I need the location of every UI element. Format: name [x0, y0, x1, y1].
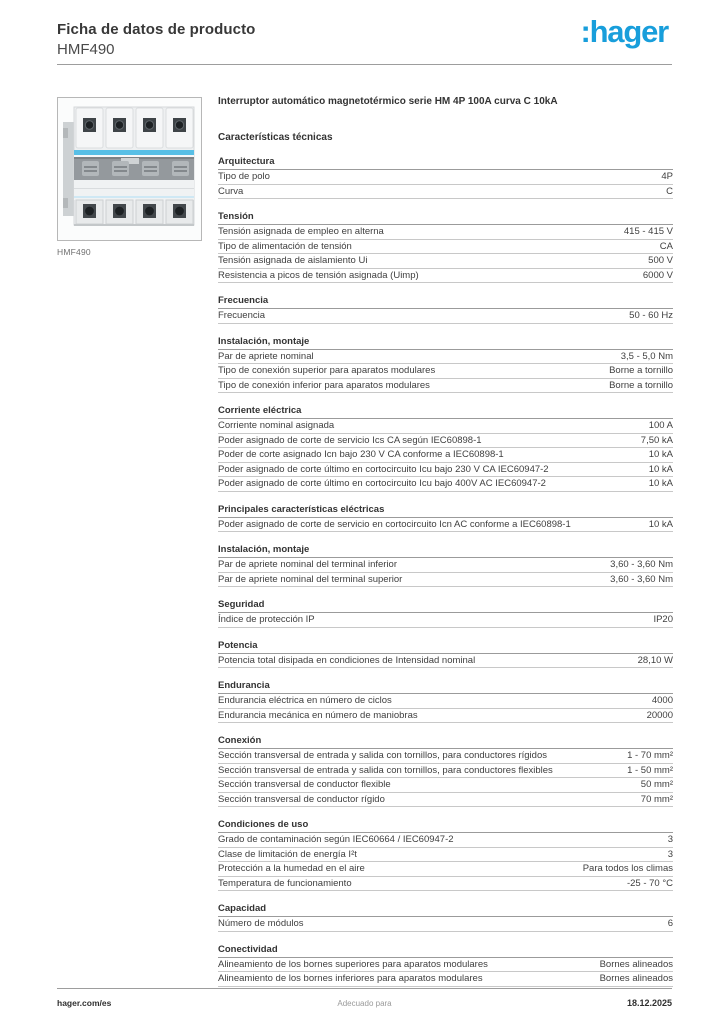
spec-value: 7,50 kA — [640, 434, 673, 446]
spec-row — [218, 463, 673, 478]
spec-label: Corriente nominal asignada — [218, 420, 335, 431]
tech-sections — [218, 157, 673, 987]
spec-row — [218, 654, 673, 669]
spec-label: Número de módulos — [218, 918, 304, 929]
spec-label: Endurancia eléctrica en número de ciclos — [218, 695, 392, 706]
spec-section-title: Instalación, montaje — [218, 337, 673, 350]
spec-label: Sección transversal de conductor flexible — [218, 779, 391, 790]
spec-value: 3,60 - 3,60 Nm — [610, 573, 673, 585]
spec-section-title: Frecuencia — [218, 296, 673, 309]
product-image-frame — [57, 97, 202, 241]
spec-label: Frecuencia — [218, 310, 265, 321]
header-divider — [57, 64, 672, 65]
spec-section — [218, 945, 673, 987]
spec-row — [218, 694, 673, 709]
spec-row — [218, 364, 673, 379]
spec-label: Curva — [218, 185, 244, 197]
spec-row — [218, 778, 673, 793]
spec-row — [218, 379, 673, 394]
spec-label: Alineamiento de los bornes superiores para aparatos modulares — [218, 958, 488, 970]
spec-section — [218, 296, 673, 324]
characteristics-heading: Características técnicas — [218, 132, 333, 143]
footer-suitable-label: Adecuado para — [337, 999, 392, 1008]
footer-date: 18.12.2025 — [626, 998, 672, 1008]
spec-row — [218, 709, 673, 724]
spec-row — [218, 877, 673, 892]
spec-label: Alineamiento de los bornes inferiores para aparatos modulares — [218, 973, 483, 984]
spec-section-title: Seguridad — [218, 600, 673, 613]
spec-label: Poder asignado de corte de servicio en cortocircuito Icn AC conforme a IEC60898-1 — [218, 518, 571, 530]
spec-value: CA — [659, 240, 673, 252]
spec-label: Poder asignado de corte último en cortocircuito Icu bajo 400V AC IEC60947-2 — [218, 478, 546, 489]
spec-label: Potencia total disipada en condiciones de Intensidad nominal — [218, 654, 476, 666]
spec-label: Par de apriete nominal del terminal inferior — [218, 559, 398, 570]
spec-row — [218, 350, 673, 365]
spec-value: 3 — [667, 834, 673, 845]
spec-label: Índice de protección IP — [218, 614, 315, 625]
spec-value: Borne a tornillo — [609, 365, 673, 376]
spec-section — [218, 212, 673, 283]
spec-section — [218, 337, 673, 394]
spec-value: Bornes alineados — [599, 973, 673, 984]
spec-row — [218, 185, 673, 200]
spec-value: -25 - 70 °C — [626, 877, 673, 889]
spec-section — [218, 505, 673, 533]
spec-row — [218, 764, 673, 779]
spec-label: Tensión asignada de aislamiento Ui — [218, 255, 368, 266]
spec-label: Par de apriete nominal — [218, 350, 314, 362]
spec-value: 6 — [667, 918, 673, 929]
spec-row — [218, 573, 673, 588]
spec-row — [218, 170, 673, 185]
spec-value: 3,5 - 5,0 Nm — [620, 350, 673, 362]
spec-section-title: Corriente eléctrica — [218, 406, 673, 419]
spec-row — [218, 917, 673, 932]
spec-value: Para todos los climas — [582, 863, 673, 874]
product-description-title: Interruptor automático magnetotérmico serie HM 4P 100A curva C 10kA — [218, 96, 558, 107]
spec-row — [218, 448, 673, 463]
spec-value: 70 mm² — [640, 793, 673, 805]
footer-divider — [57, 988, 672, 989]
product-image — [58, 98, 201, 240]
spec-row — [218, 309, 673, 324]
spec-value: Borne a tornillo — [609, 379, 673, 391]
hager-logo: :hager — [580, 14, 668, 49]
spec-value: 3,60 - 3,60 Nm — [610, 559, 673, 570]
page-header — [57, 14, 668, 59]
spec-section — [218, 681, 673, 723]
spec-row — [218, 240, 673, 255]
page-footer — [57, 998, 672, 1008]
spec-row — [218, 848, 673, 863]
spec-value: 4P — [661, 171, 673, 182]
spec-label: Poder asignado de corte de servicio Ics CA según IEC60898-1 — [218, 434, 482, 446]
spec-section — [218, 736, 673, 807]
spec-section — [218, 545, 673, 587]
spec-row — [218, 269, 673, 284]
spec-row — [218, 477, 673, 492]
product-image-caption: HMF490 — [57, 247, 91, 257]
spec-section-title: Condiciones de uso — [218, 820, 673, 833]
spec-label: Grado de contaminación según IEC60664 / IEC60947-2 — [218, 834, 454, 845]
spec-row — [218, 613, 673, 628]
product-figure — [57, 97, 202, 257]
spec-label: Resistencia a picos de tensión asignada (Uimp) — [218, 269, 419, 281]
spec-value: 50 mm² — [640, 779, 673, 790]
spec-section-title: Potencia — [218, 641, 673, 654]
spec-label: Sección transversal de entrada y salida con tornillos, para conductores rígidos — [218, 750, 547, 761]
spec-value: 20000 — [646, 709, 673, 721]
spec-row — [218, 862, 673, 877]
spec-value: 10 kA — [648, 478, 673, 489]
spec-label: Par de apriete nominal del terminal superior — [218, 573, 403, 585]
spec-label: Protección a la humedad en el aire — [218, 863, 365, 874]
spec-label: Sección transversal de entrada y salida con tornillos, para conductores flexibles — [218, 764, 553, 776]
spec-label: Endurancia mecánica en número de maniobras — [218, 709, 418, 721]
main-content — [218, 96, 673, 1000]
spec-row — [218, 518, 673, 533]
spec-value: 6000 V — [642, 269, 673, 281]
spec-row — [218, 793, 673, 808]
spec-label: Poder de corte asignado Icn bajo 230 V CA conforme a IEC60898-1 — [218, 449, 504, 460]
spec-row — [218, 419, 673, 434]
spec-value: 10 kA — [648, 449, 673, 460]
spec-value: 1 - 70 mm² — [627, 750, 673, 761]
spec-row — [218, 254, 673, 269]
spec-value: 10 kA — [648, 518, 673, 530]
spec-label: Sección transversal de conductor rígido — [218, 793, 385, 805]
spec-value: Bornes alineados — [599, 958, 673, 970]
spec-section-title: Conexión — [218, 736, 673, 749]
spec-value: 50 - 60 Hz — [629, 310, 673, 321]
spec-section — [218, 904, 673, 932]
spec-value: 1 - 50 mm² — [627, 764, 673, 776]
footer-website-link[interactable]: hager.com/es — [57, 998, 112, 1008]
spec-section-title: Endurancia — [218, 681, 673, 694]
spec-label: Tipo de conexión inferior para aparatos modulares — [218, 379, 430, 391]
spec-section-title: Capacidad — [218, 904, 673, 917]
spec-label: Temperatura de funcionamiento — [218, 877, 352, 889]
spec-section-title: Principales características eléctricas — [218, 505, 673, 518]
spec-value: 100 A — [648, 420, 673, 431]
spec-row — [218, 434, 673, 449]
document-title: Ficha de datos de producto — [57, 21, 256, 38]
spec-section — [218, 820, 673, 891]
spec-value: 415 - 415 V — [623, 226, 673, 237]
spec-value: 500 V — [648, 255, 673, 266]
spec-label: Poder asignado de corte último en cortocircuito Icu bajo 230 V CA IEC60947-2 — [218, 463, 549, 475]
spec-section-title: Conectividad — [218, 945, 673, 958]
spec-row — [218, 225, 673, 240]
spec-row — [218, 958, 673, 973]
spec-section-title: Tensión — [218, 212, 673, 225]
spec-value: 3 — [667, 848, 673, 860]
spec-label: Tensión asignada de empleo en alterna — [218, 226, 384, 237]
spec-row — [218, 749, 673, 764]
spec-value: 28,10 W — [637, 654, 673, 666]
spec-value: C — [666, 185, 673, 197]
spec-label: Tipo de conexión superior para aparatos modulares — [218, 365, 436, 376]
spec-value: 10 kA — [648, 463, 673, 475]
spec-label: Tipo de polo — [218, 171, 270, 182]
spec-label: Clase de limitación de energía I²t — [218, 848, 357, 860]
spec-section-title: Instalación, montaje — [218, 545, 673, 558]
spec-row — [218, 833, 673, 848]
spec-value: 4000 — [651, 695, 673, 706]
spec-section-title: Arquitectura — [218, 157, 673, 170]
spec-section — [218, 406, 673, 492]
spec-row — [218, 972, 673, 987]
spec-value: IP20 — [653, 614, 673, 625]
product-reference: HMF490 — [57, 40, 115, 58]
spec-section — [218, 641, 673, 669]
spec-section — [218, 600, 673, 628]
spec-label: Tipo de alimentación de tensión — [218, 240, 352, 252]
spec-row — [218, 558, 673, 573]
spec-section — [218, 157, 673, 199]
